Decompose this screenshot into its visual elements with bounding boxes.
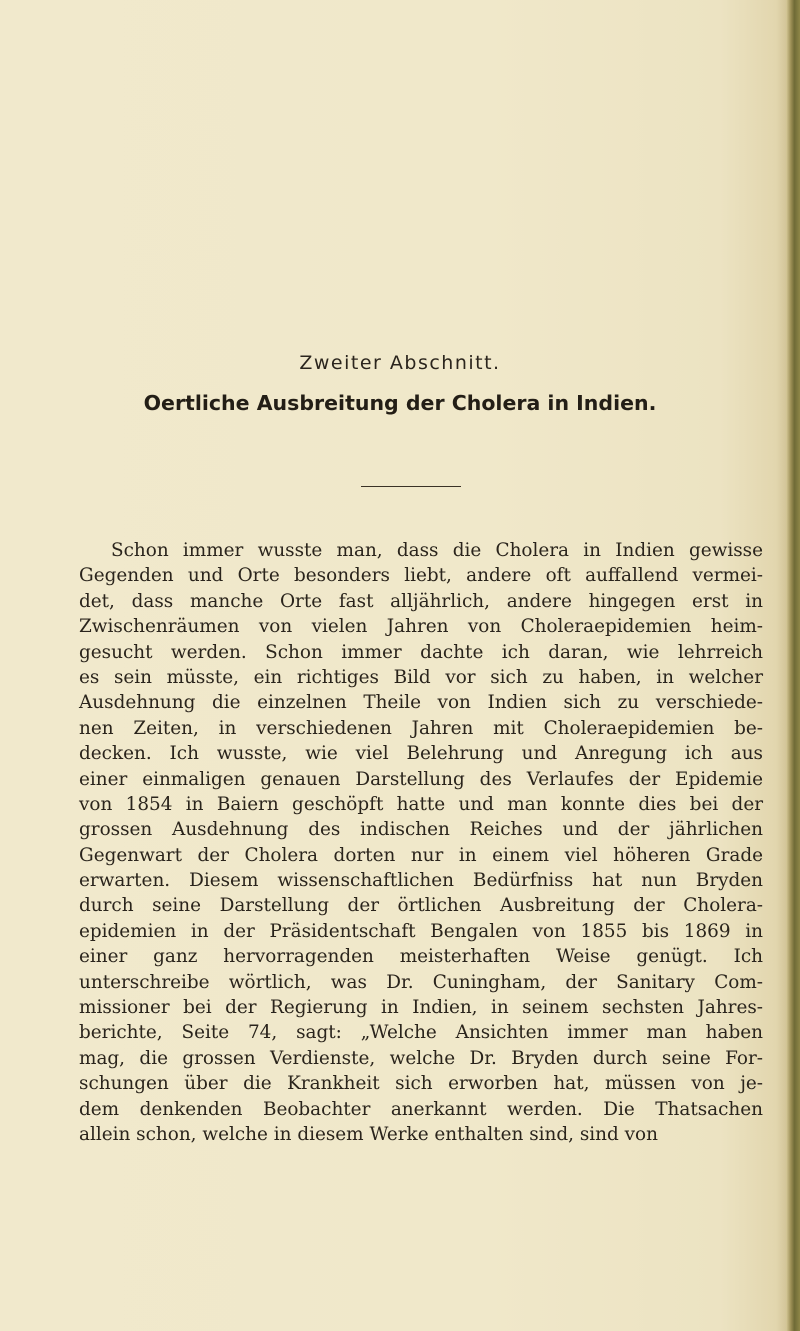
text-line: erwarten. Diesem wissenschaftlichen Bedürfniss hat nun Bryden (79, 870, 763, 892)
chapter-heading: Oertliche Ausbreitung der Cholera in Indien. (143, 391, 657, 415)
text-line: grossen Ausdehnung des indischen Reiches und der jährlichen (79, 819, 763, 841)
body-paragraph (79, 538, 763, 1147)
text-line: Gegenden und Orte besonders liebt, andere oft auffallend vermei- (79, 565, 763, 587)
text-line: schungen über die Krankheit sich erworben hat, müssen von je- (79, 1073, 763, 1095)
text-line: einer einmaligen genauen Darstellung des Verlaufes der Epidemie (79, 768, 763, 790)
text-line: nen Zeiten, in verschiedenen Jahren mit Choleraepidemien be- (79, 717, 763, 739)
text-line: von 1854 in Baiern geschöpft hatte und man konnte dies bei der (79, 793, 763, 815)
text-line: allein schon, welche in diesem Werke enthalten sind, sind von (79, 1123, 658, 1145)
text-line: mag, die grossen Verdienste, welche Dr. Bryden durch seine For- (79, 1047, 763, 1069)
text-line: epidemien in der Präsidentschaft Bengalen von 1855 bis 1869 in (79, 920, 763, 942)
text-line: Schon immer wusste man, dass die Cholera in Indien gewisse (111, 540, 763, 561)
text-line: dem denkenden Beobachter anerkannt werden. Die Thatsachen (79, 1098, 763, 1120)
text-line: Zwischenräumen von vielen Jahren von Choleraepidemien heim- (79, 616, 763, 638)
text-line: Ausdehnung die einzelnen Theile von Indien sich zu verschiede- (79, 692, 763, 714)
text-line: gesucht werden. Schon immer dachte ich daran, wie lehrreich (79, 641, 763, 663)
text-line: einer ganz hervorragenden meisterhaften Weise genügt. Ich (79, 946, 763, 968)
heading-divider (361, 486, 461, 487)
text-line: missioner bei der Regierung in Indien, in seinem sechsten Jahres- (79, 997, 763, 1019)
text-line: unterschreibe wörtlich, was Dr. Cuningham, der Sanitary Com- (79, 971, 763, 993)
text-line: durch seine Darstellung der örtlichen Ausbreitung der Cholera- (79, 895, 763, 917)
text-line: decken. Ich wusste, wie viel Belehrung und Anregung ich aus (79, 743, 763, 765)
section-heading: Zweiter Abschnitt. (299, 352, 501, 374)
text-line: berichte, Seite 74, sagt: „Welche Ansichten immer man haben (79, 1022, 763, 1044)
text-line: det, dass manche Orte fast alljährlich, andere hingegen erst in (79, 590, 763, 612)
text-line: es sein müsste, ein richtiges Bild vor sich zu haben, in welcher (79, 666, 763, 688)
text-line: Gegenwart der Cholera dorten nur in einem viel höheren Grade (79, 844, 763, 866)
page-edge (786, 0, 800, 1331)
